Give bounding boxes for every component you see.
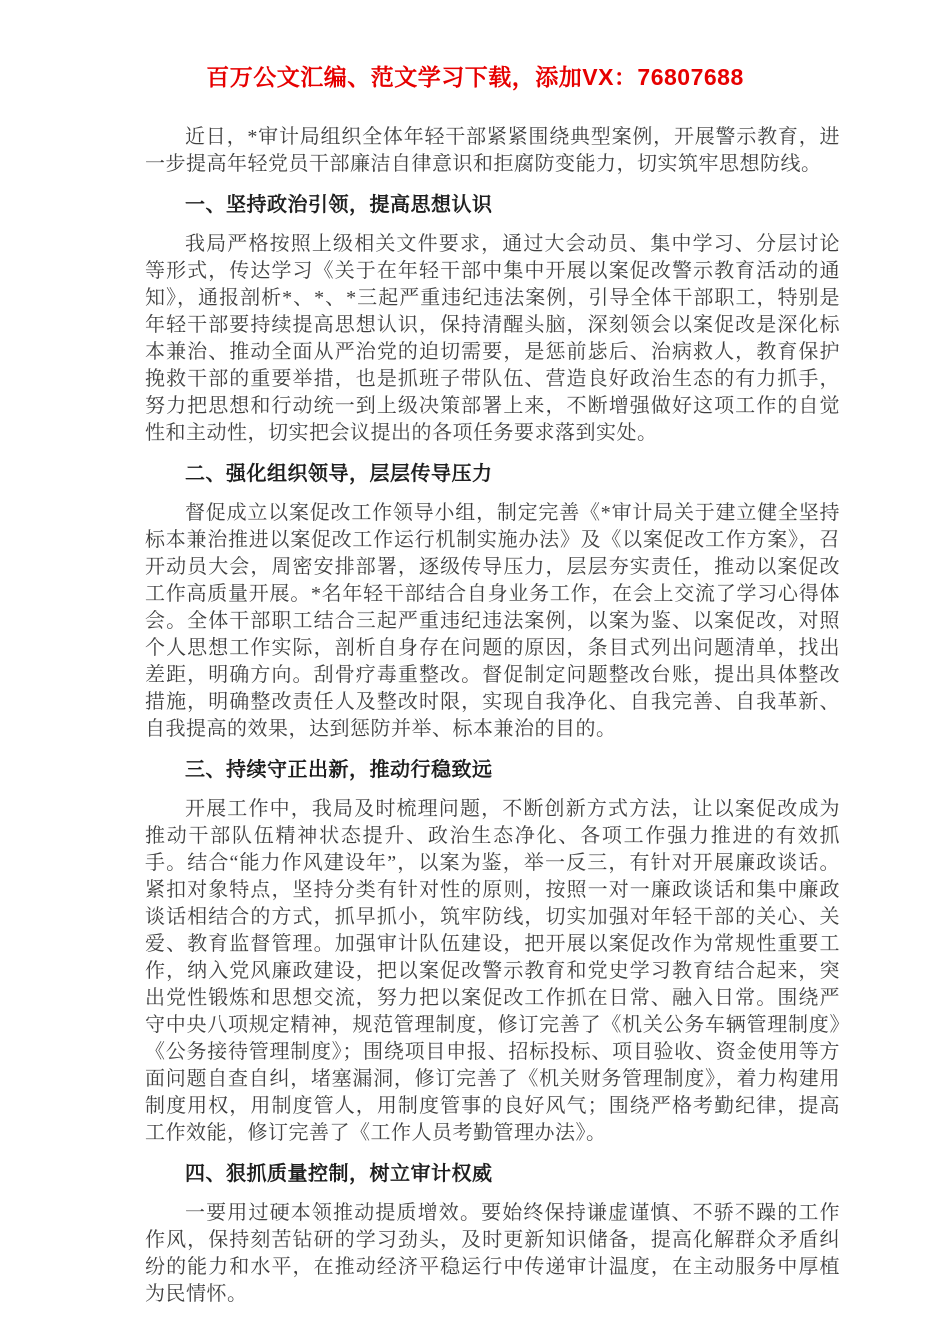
section-heading-4: 四、狠抓质量控制，树立审计权威 <box>185 1163 493 1185</box>
section-paragraph-3: 开展工作中，我局及时梳理问题，不断创新方式方法，让以案促改成为推动干部队伍精神状态提升、政治生态净化、各项工作强力推进的有效抓手。结合“能力作风建设年”，以案为鉴，举一反三，有针对开展廉政谈话。紧扣对象特点，坚持分类有针对性的原则，按照一对一廉政谈话和集中廉政谈话相结合的方式，抓早抓小，筑牢防线，切实加强对年轻干部的关心、关爱、教育监督管理。加强审计队伍建设，把开展以案促改作为常规性重要工作，纳入党风廉政建设，把以案促改警示教育和党史学习教育结合起来，突出党性锻炼和思想交流，努力把以案促改工作抓在日常、融入日常。围绕严守中央八项规定精神，规范管理制度，修订完善了《机关公务车辆管理制度》《公务接待管理制度》；围绕项目申报、招标投标、项目验收、资金使用等方面问题自查自纠，堵塞漏洞，修订完善了《机关财务管理制度》，着力构建用制度用权，用制度管人，用制度管事的良好风气；围绕严格考勤纪律，提高工作效能，修订完善了《工作人员考勤管理办法》。 <box>145 798 840 1144</box>
section-heading-1: 一、坚持政治引领，提高思想认识 <box>185 194 493 216</box>
section-paragraph-2: 督促成立以案促改工作领导小组，制定完善《*审计局关于建立健全坚持标本兼治推进以案促改工作运行机制实施办法》及《以案促改工作方案》，召开动员大会，周密安排部署，逐级传导压力，层层夯实责任，推动以案促改工作高质量开展。*名年轻干部结合自身业务工作，在会上交流了学习心得体会。全体干部职工结合三起严重违纪违法案例，以案为鉴、以案促改，对照个人思想工作实际，剖析自身存在问题的原因，条目式列出问题清单，找出差距，明确方向。刮骨疗毒重整改。督促制定问题整改台账，提出具体整改措施，明确整改责任人及整改时限，实现自我净化、自我完善、自我革新、自我提高的效果，达到惩防并举、标本兼治的目的。 <box>145 502 840 740</box>
section-paragraph-4: 一要用过硬本领推动提质增效。要始终保持谦虚谨慎、不骄不躁的工作作风，保持刻苦钻研的学习劲头，及时更新知识储备，提高化解群众矛盾纠纷的能力和水平，在推动经济平稳运行中传递审计温度，在主动服务中厚植为民情怀。 <box>145 1202 840 1305</box>
intro-paragraph: 近日，*审计局组织全体年轻干部紧紧围绕典型案例，开展警示教育，进一步提高年轻党员干部廉洁自律意识和拒腐防变能力，切实筑牢思想防线。 <box>145 126 840 175</box>
section-heading-2: 二、强化组织领导，层层传导压力 <box>185 463 493 485</box>
promo-banner <box>0 62 950 92</box>
document-body <box>145 124 840 1308</box>
promo-text: 百万公文汇编、范文学习下载，添加VX：76807688 <box>206 64 744 90</box>
section-heading-3: 三、持续守正出新，推动行稳致远 <box>185 759 493 781</box>
section-paragraph-1: 我局严格按照上级相关文件要求，通过大会动员、集中学习、分层讨论等形式，传达学习《关于在年轻干部中集中开展以案促改警示教育活动的通知》，通报剖析*、*、*三起严重违纪违法案例，引导全体干部职工，特别是年轻干部要持续提高思想认识，保持清醒头脑，深刻领会以案促改是深化标本兼治、推动全面从严治党的迫切需要，是惩前毖后、治病救人，教育保护挽救干部的重要举措，也是抓班子带队伍、营造良好政治生态的有力抓手，努力把思想和行动统一到上级决策部署上来，不断增强做好这项工作的自觉性和主动性，切实把会议提出的各项任务要求落到实处。 <box>145 233 840 444</box>
